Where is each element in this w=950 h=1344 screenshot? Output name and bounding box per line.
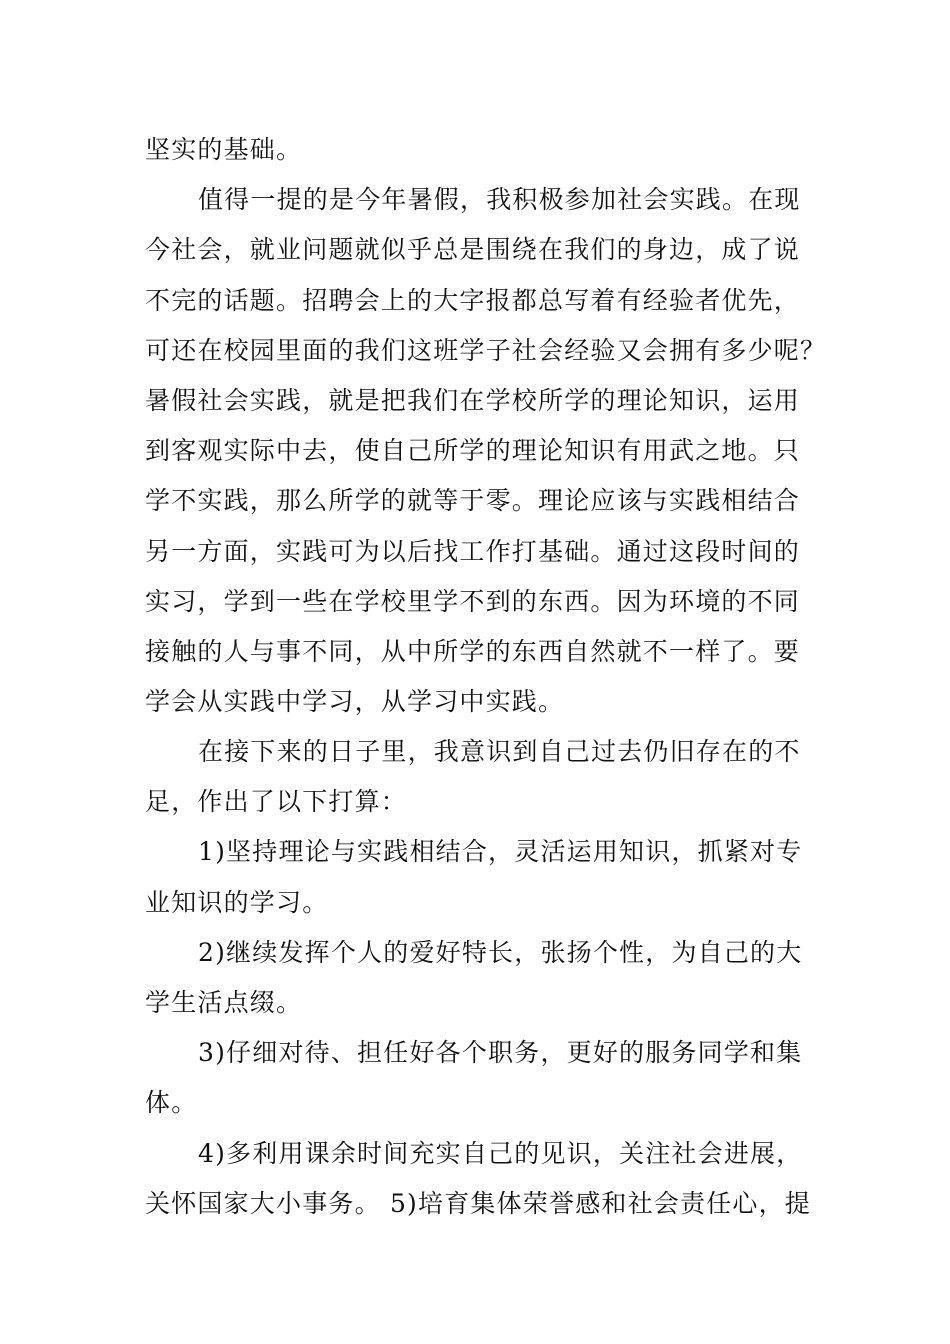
text-line: 关怀国家大小事务。 5)培育集体荣誉感和社会责任心，提 [145, 1189, 812, 1218]
text-line: 体。 [145, 1088, 198, 1117]
list-item-2: 2)继续发挥个人的爱好特长，张扬个性，为自己的大 [198, 938, 803, 967]
text-line: 今社会，就业问题就似乎总是围绕在我们的身边，成了说 [145, 235, 801, 264]
text-line: 业知识的学习。 [145, 888, 329, 917]
text-line: 到客观实际中去，使自己所学的理论知识有用武之地。只 [145, 436, 801, 465]
text-line: 另一方面，实践可为以后找工作打基础。通过这段时间的 [145, 537, 801, 566]
text-line: 学生活点缀。 [145, 988, 303, 1017]
text-line: 接触的人与事不同，从中所学的东西自然就不一样了。要 [145, 637, 801, 666]
list-item-3: 3)仔细对待、担任好各个职务，更好的服务同学和集 [198, 1038, 803, 1067]
list-item-4: 4)多利用课余时间充实自己的见识，关注社会进展， [198, 1139, 803, 1168]
text-line: 足，作出了以下打算： [145, 787, 408, 816]
text-line: 坚实的基础。 [145, 135, 303, 164]
text-line: 学不实践，那么所学的就等于零。理论应该与实践相结合 [145, 486, 801, 515]
text-line: 不完的话题。招聘会上的大字报都总写着有经验者优先， [145, 286, 801, 315]
paragraph-first-line: 值得一提的是今年暑假，我积极参加社会实践。在现 [198, 185, 801, 214]
paragraph-first-line: 在接下来的日子里，我意识到自己过去仍旧存在的不 [198, 737, 801, 766]
text-line: 暑假社会实践，就是把我们在学校所学的理论知识，运用 [145, 386, 801, 415]
list-item-1: 1)坚持理论与实践相结合，灵活运用知识，抓紧对专 [198, 837, 803, 866]
text-line: 实习，学到一些在学校里学不到的东西。因为环境的不同 [145, 587, 801, 616]
text-line: 学会从实践中学习，从学习中实践。 [145, 687, 565, 716]
text-line: 可还在校园里面的我们这班学子社会经验又会拥有多少呢？ [145, 336, 827, 365]
